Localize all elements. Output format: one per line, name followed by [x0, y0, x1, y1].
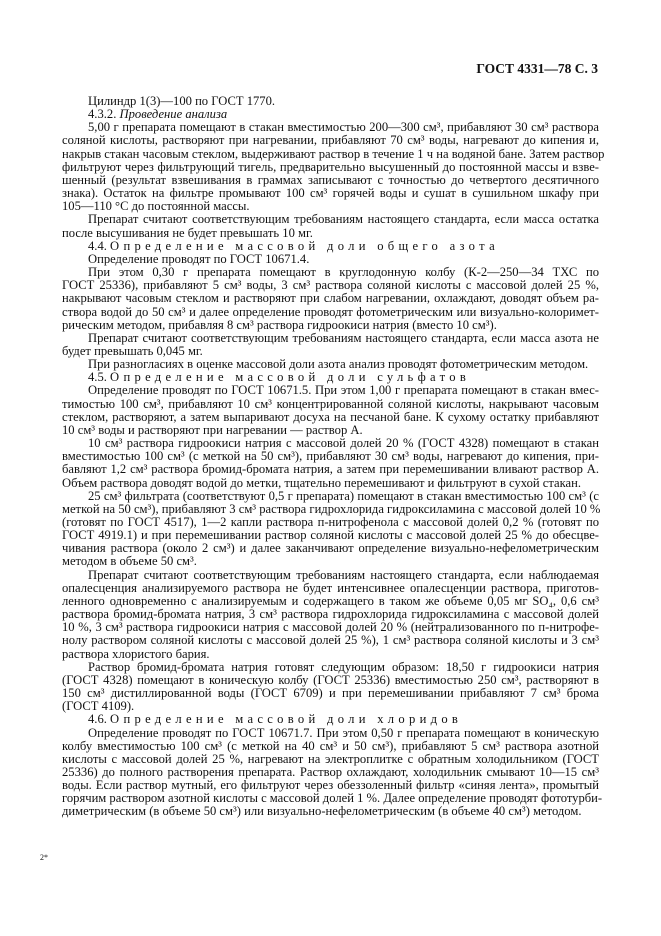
section-number: 4.6. [88, 712, 107, 727]
text-line: соляной кислоты, растворяют при нагревании, прибавляют 70 см³ воды, нагревают до кипения и, [62, 133, 599, 148]
section-heading [62, 713, 599, 726]
text-line: раствора бромид-бромата натрия, 3 см³ раствора гидрохлорида гидроксиламина с массовой долей [62, 607, 599, 622]
text-line: (готовят по ГОСТ 4517), 1—2 капли раствора п-нитрофенола с массовой долей 0,2 % (готовят по [62, 515, 599, 529]
section-title: Проведение анализа [119, 107, 228, 122]
section-heading [62, 240, 599, 253]
text-line: горячим раствором азотной кислоты с массовой долей 1 %. Далее определение проводят фототурби- [62, 791, 603, 806]
text-line: 25 см³ фильтрата (соответствуют 0,5 г препарата) помещают в стакан вместимостью 100 см³ (с [88, 488, 599, 503]
text-line: кислоты с массовой долей 25 %, нагревают на электроплитке с обратным холодильником (ГОСТ [62, 751, 599, 766]
text-line: меткой на 50 см³), прибавляют 3 см³ раствора гидрохлорида гидроксиламина с массовой долей 10 % [62, 501, 601, 516]
text-line: нолу раствором соляной кислоты с массовой долей 25 %), 1 см³ раствора соляной кислоты и 3 см³ [62, 633, 599, 648]
text-line: шенный (результат взвешивания в граммах записывают с точностью до четвертого десятичного [62, 172, 599, 187]
text-line: тимостью 100 см³, прибавляют 10 см³ концентрированной соляной кислоты, накрывают часовым [62, 396, 599, 411]
text-line: Препарат считают соответствующим требованиям настоящего стандарта, если масса азота не [88, 330, 599, 345]
section-number: 4.4. [88, 238, 107, 253]
text-line: Определение проводят по ГОСТ 10671.4. [88, 251, 310, 266]
text-line: чивания раствора (около 2 см³) и далее заканчивают определение визуально-нефелометрическим [62, 541, 599, 556]
document-body [62, 94, 605, 819]
paragraph [62, 332, 599, 358]
text-line: раствора хлористого бария. [62, 646, 210, 661]
text-line: знака). Остаток на фильтре промывают 100 см³ горячей воды и сушат в сушильном шкафу при [62, 186, 599, 201]
text-line: 105—110 °С до постоянной массы. [62, 199, 250, 214]
section-title: Определение массовой доли хлоридов [110, 712, 463, 727]
text-line: (ГОСТ 4109). [62, 699, 135, 714]
section-title: Определение массовой доли общего азота [110, 238, 499, 253]
text-line: после высушивания не будет превышать 10 мг. [62, 225, 313, 240]
paragraph [62, 725, 603, 819]
text-line: будет превышать 0,045 мг. [62, 343, 203, 358]
text-line: Определение проводят по ГОСТ 10671.5. При этом 1,00 г препарата помещают в стакан вмес- [88, 383, 599, 398]
text-line: Объем раствора доводят водой до метки, тщательно перемешивают и фильтруют в сухой стакан. [62, 475, 582, 490]
page-header: ГОСТ 4331—78 С. 3 [476, 61, 598, 76]
paragraph [62, 213, 599, 239]
section-number: 4.3.2. [88, 107, 117, 122]
text-line: 25336) до полного растворения препарата. Раствор охлаждают, холодильник смывают 10—15 см³ [62, 764, 599, 779]
text-line: воды. Если раствор мутный, его фильтруют через обеззоленный фильтр «синяя лента», промытый [62, 778, 599, 793]
text-line: накрывают часовым стеклом и растворяют при слабом нагревании, охлаждают, доводят объем ра- [62, 291, 599, 306]
paragraph [62, 490, 599, 569]
text-line: накрыв стакан часовым стеклом, выдерживают раствор в течение 1 ч на водяной бане. Затем раствор [62, 146, 605, 161]
text-line: рическим методом, прибавляя 8 см³ раствора гидроокиси натрия (вместо 10 см³). [62, 317, 497, 332]
text-line: (ГОСТ 4328) помещают в коническую колбу (ГОСТ 25336) вместимостью 250 см³, растворяют в [62, 672, 599, 687]
text-line: колбу вместимостью 100 см³ (с меткой на 40 см³ и 50 см³), прибавляют 5 см³ раствора азотной [62, 738, 599, 753]
text-line: 5,00 г препарата помещают в стакан вместимостью 200—300 см³, прибавляют 30 см³ раствора [88, 120, 599, 135]
text-line: методом в объеме 50 см³. [62, 554, 197, 569]
text-line: При этом 0,30 г препарата помещают в круглодонную колбу (К-2—250—34 ТХС по [88, 265, 599, 280]
text-line: 150 см³ дистиллированной воды (ГОСТ 6709) и при перемешивании прибавляют 7 см³ брома [62, 686, 599, 701]
text-line: бавляют 1,2 см³ раствора бромид-бромата натрия, а затем при перемешивании вливают раствор А. [62, 462, 599, 477]
text-line: При разногласиях в оценке массовой доли азота анализ проводят фотометрическим методом. [88, 357, 589, 372]
section-number: 4.5. [88, 370, 107, 385]
text-line: Цилиндр 1(3)—100 по ГОСТ 1770. [88, 94, 276, 108]
text-line: 10 см³ раствора гидроокиси натрия с массовой долей 20 % (ГОСТ 4328) помещают в стакан [88, 436, 599, 451]
text-line: ГОСТ 25336), прибавляют 5 см³ воды, 3 см³ раствора соляной кислоты с массовой долей 25 %, [62, 278, 599, 293]
paragraph [62, 661, 599, 714]
paragraph [62, 266, 599, 332]
text-line: 10 см³ воды и растворяют при нагревании — раствор А. [62, 422, 363, 437]
text-line: диметрическим (в объеме 50 см³) или визуально-нефелометрическим (в объеме 40 см³) методом. [62, 804, 582, 819]
paragraph [62, 120, 605, 214]
text-line: створа водой до 50 см³ и далее определение проводят фотометрическим или визуально-колоримет- [62, 304, 599, 319]
page-signature-mark: 2* [40, 853, 48, 862]
text-line: 10 %, 3 см³ раствора гидроокиси натрия с массовой долей 20 % (нейтрализованного по п-нитрофе- [62, 620, 599, 635]
text-line: опалесценция анализируемого раствора не будет интенсивнее опалесценции раствора, приготов- [62, 580, 599, 595]
text-line: ГОСТ 4919.1) и при перемешивании раствор соляной кислоты с массовой долей 25 % до обесцве- [62, 528, 599, 543]
paragraph [62, 384, 599, 437]
text-line: вместимостью 100 см³ (с меткой на 50 см³), прибавляют 30 см³ воды, нагревают до кипения, при- [62, 449, 599, 464]
text-line: стеклом, растворяют, а затем выпаривают досуха на песчаной бане. К сухому остатку прибавляют [62, 409, 599, 424]
text-line: Препарат считают соответствующим требованиям настоящего стандарта, если наблюдаемая [88, 567, 599, 582]
paragraph [62, 437, 599, 490]
text-line: фильтруют через фильтрующий тигель, предварительно высушенный до постоянной массы и взве- [62, 159, 599, 174]
text-line: Раствор бромид-бромата натрия готовят следующим образом: 18,50 г гидроокиси натрия [88, 659, 599, 674]
text-line: ленного одновременно с анализируемым и содержащего в таком же объеме 0,05 мг SO₄, 0,6 см³ [62, 593, 599, 608]
text-line: Препарат считают соответствующим требованиям настоящего стандарта, если масса остатка [88, 212, 599, 227]
text-line: Определение проводят по ГОСТ 10671.7. При этом 0,50 г препарата помещают в коническую [88, 725, 599, 740]
section-title: Определение массовой доли сульфатов [110, 370, 471, 385]
paragraph [62, 569, 599, 661]
